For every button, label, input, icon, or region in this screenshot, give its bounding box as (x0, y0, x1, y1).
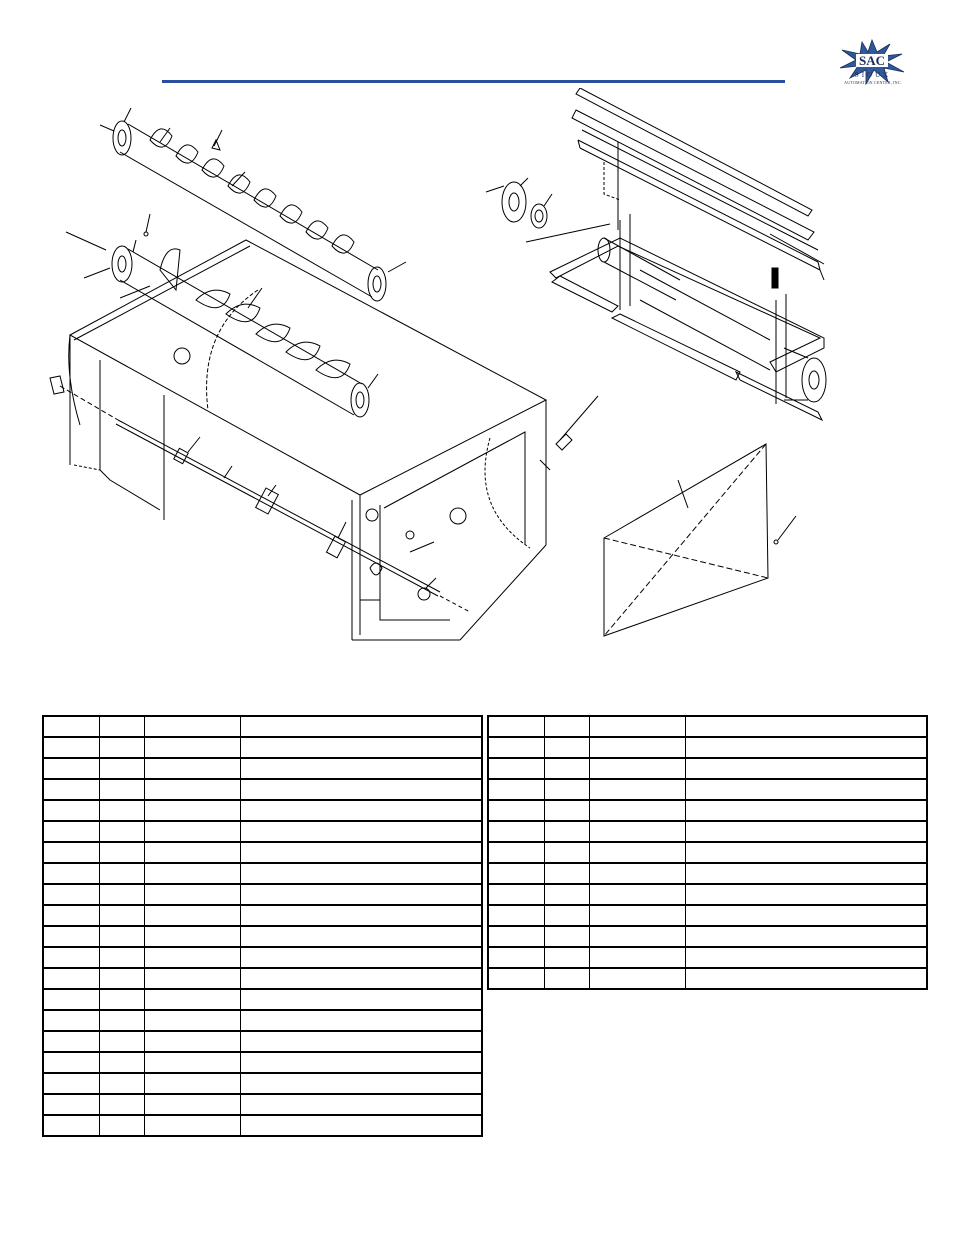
table-cell (43, 947, 100, 968)
table-cell (241, 947, 483, 968)
table-cell (241, 737, 483, 758)
table-row (488, 926, 927, 947)
table-cell (241, 1052, 483, 1073)
table-cell (100, 1010, 145, 1031)
table-cell (43, 1094, 100, 1115)
table-cell (488, 758, 545, 779)
table-cell (590, 737, 686, 758)
table-cell (145, 800, 241, 821)
table-cell (686, 800, 928, 821)
table-cell (100, 842, 145, 863)
table-cell (686, 821, 928, 842)
table-cell (241, 779, 483, 800)
table-cell (488, 947, 545, 968)
table-row (43, 758, 482, 779)
table-cell (241, 758, 483, 779)
table-cell (241, 1094, 483, 1115)
upper-auger (100, 108, 406, 301)
table-row (43, 884, 482, 905)
table-cell (545, 758, 590, 779)
table-cell (100, 884, 145, 905)
table-cell (686, 947, 928, 968)
table-cell (43, 884, 100, 905)
table-cell (545, 779, 590, 800)
table-cell (488, 821, 545, 842)
table-cell (145, 758, 241, 779)
table-cell (145, 1073, 241, 1094)
table-cell (100, 1115, 145, 1136)
table-cell (100, 947, 145, 968)
table-cell (241, 800, 483, 821)
table-cell (686, 716, 928, 737)
table-cell (145, 1115, 241, 1136)
table-cell (100, 779, 145, 800)
table-cell (545, 821, 590, 842)
flange-bearing (502, 178, 552, 228)
table-cell (145, 968, 241, 989)
table-row (488, 758, 927, 779)
table-cell (590, 842, 686, 863)
table-row (43, 926, 482, 947)
table-cell (545, 947, 590, 968)
table-cell (145, 947, 241, 968)
table-cell (100, 863, 145, 884)
table-row (43, 1115, 482, 1136)
table-cell (100, 1073, 145, 1094)
table-cell (545, 863, 590, 884)
table-cell (145, 779, 241, 800)
mixer-hopper-body (69, 240, 598, 640)
table-cell (686, 905, 928, 926)
mixer-frame (486, 142, 826, 420)
header-rule (162, 80, 785, 83)
table-cell (545, 800, 590, 821)
table-cell (590, 905, 686, 926)
table-cell (43, 842, 100, 863)
table-cell (545, 737, 590, 758)
table-row (43, 821, 482, 842)
table-cell (145, 926, 241, 947)
table-cell (43, 1073, 100, 1094)
table-cell (100, 758, 145, 779)
table-row (488, 884, 927, 905)
table-cell (241, 905, 483, 926)
table-row (43, 1094, 482, 1115)
table-cell (145, 863, 241, 884)
agitator-shaft (50, 376, 470, 612)
table-cell (488, 968, 545, 989)
table-cell (488, 737, 545, 758)
table-cell (590, 926, 686, 947)
table-cell (488, 800, 545, 821)
table-cell (43, 905, 100, 926)
table-cell (545, 968, 590, 989)
table-cell (241, 1115, 483, 1136)
table-cell (43, 989, 100, 1010)
table-row (43, 1010, 482, 1031)
table-cell (241, 842, 483, 863)
table-cell (241, 863, 483, 884)
table-row (43, 779, 482, 800)
table-cell (545, 926, 590, 947)
table-row (488, 821, 927, 842)
table-cell (590, 863, 686, 884)
table-cell (686, 968, 928, 989)
table-cell (241, 968, 483, 989)
table-cell (145, 1010, 241, 1031)
table-cell (590, 968, 686, 989)
table-row (488, 716, 927, 737)
table-cell (241, 1073, 483, 1094)
end-cover-panel (604, 444, 796, 636)
table-cell (241, 926, 483, 947)
table-cell (100, 800, 145, 821)
table-cell (145, 884, 241, 905)
table-cell (43, 737, 100, 758)
table-cell (43, 926, 100, 947)
table-cell (145, 842, 241, 863)
table-cell (100, 989, 145, 1010)
table-cell (100, 1052, 145, 1073)
table-row (488, 947, 927, 968)
table-cell (686, 884, 928, 905)
table-cell (488, 842, 545, 863)
table-row (43, 842, 482, 863)
table-cell (488, 926, 545, 947)
table-cell (145, 905, 241, 926)
table-cell (43, 800, 100, 821)
table-cell (100, 821, 145, 842)
table-cell (145, 821, 241, 842)
parts-table-left (42, 715, 483, 1137)
table-cell (545, 716, 590, 737)
table-cell (590, 884, 686, 905)
table-cell (241, 989, 483, 1010)
table-cell (43, 821, 100, 842)
table-cell (590, 800, 686, 821)
table-cell (241, 1031, 483, 1052)
table-cell (545, 842, 590, 863)
table-cell (590, 947, 686, 968)
table-cell (590, 716, 686, 737)
table-row (488, 863, 927, 884)
table-cell (241, 821, 483, 842)
table-cell (145, 1052, 241, 1073)
table-row (43, 737, 482, 758)
table-cell (145, 716, 241, 737)
table-cell (145, 1031, 241, 1052)
table-row (43, 905, 482, 926)
table-cell (43, 1031, 100, 1052)
lower-auger (66, 214, 378, 417)
table-cell (545, 905, 590, 926)
table-row (488, 737, 927, 758)
table-row (43, 947, 482, 968)
logo-brand-name: SIOUX (854, 71, 892, 79)
table-cell (241, 716, 483, 737)
table-cell (686, 863, 928, 884)
table-row (43, 989, 482, 1010)
table-cell (100, 716, 145, 737)
table-cell (488, 716, 545, 737)
table-cell (145, 989, 241, 1010)
table-cell (686, 758, 928, 779)
table-row (488, 905, 927, 926)
table-cell (100, 968, 145, 989)
table-row (488, 779, 927, 800)
table-cell (100, 926, 145, 947)
logo-brand-subtitle: AUTOMATION CENTER, INC. (844, 80, 902, 85)
table-cell (43, 716, 100, 737)
table-cell (43, 758, 100, 779)
table-row (488, 968, 927, 989)
exploded-assembly-drawing (0, 88, 954, 678)
table-row (43, 716, 482, 737)
table-cell (488, 884, 545, 905)
table-cell (241, 1010, 483, 1031)
table-cell (686, 926, 928, 947)
logo-mark: SAC (858, 53, 886, 68)
table-cell (100, 737, 145, 758)
table-cell (488, 863, 545, 884)
table-cell (43, 1115, 100, 1136)
table-cell (590, 821, 686, 842)
table-cell (43, 1010, 100, 1031)
table-cell (145, 737, 241, 758)
table-cell (145, 1094, 241, 1115)
table-cell (488, 905, 545, 926)
table-row (488, 800, 927, 821)
table-cell (590, 758, 686, 779)
table-row (43, 968, 482, 989)
table-cell (100, 1031, 145, 1052)
table-cell (488, 779, 545, 800)
table-cell (686, 737, 928, 758)
table-row (43, 863, 482, 884)
table-row (488, 842, 927, 863)
table-cell (43, 863, 100, 884)
table-cell (590, 779, 686, 800)
table-row (43, 1073, 482, 1094)
table-cell (686, 842, 928, 863)
table-cell (43, 779, 100, 800)
table-cell (686, 779, 928, 800)
table-cell (241, 884, 483, 905)
table-row (43, 1031, 482, 1052)
parts-table-right (487, 715, 928, 990)
table-cell (43, 968, 100, 989)
table-row (43, 800, 482, 821)
table-cell (545, 884, 590, 905)
table-cell (43, 1052, 100, 1073)
table-cell (100, 1094, 145, 1115)
table-row (43, 1052, 482, 1073)
table-cell (100, 905, 145, 926)
